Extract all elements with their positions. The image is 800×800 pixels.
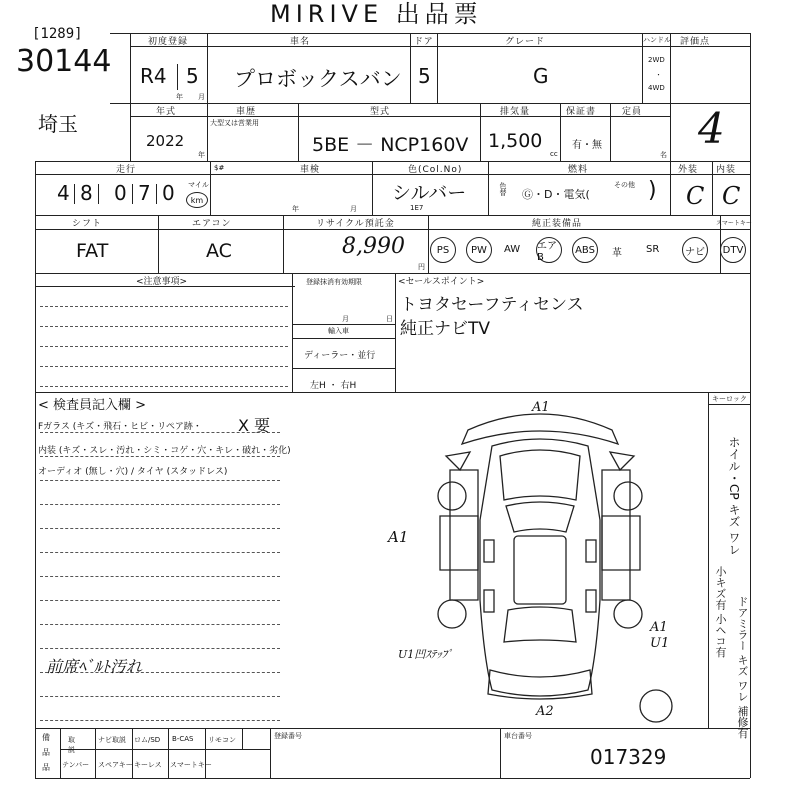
warranty-value: 有・無 (572, 140, 602, 151)
label-grade: グレード (505, 37, 546, 47)
model-code-value: 5BE － NCP160V (312, 134, 469, 156)
month-unit-4: 月 (342, 315, 349, 323)
mileage-digit: 0 (162, 181, 175, 205)
label-import: 輸入車 (328, 327, 349, 335)
label-mileage: 走行 (116, 165, 137, 175)
wd-dot: ・ (655, 71, 662, 79)
wd4-label: 4WD (648, 84, 665, 92)
sale-point-1: トヨタセーフティセンス (400, 295, 584, 315)
label-evaluation: 評価点 (680, 37, 711, 47)
color-value: シルバー (392, 182, 467, 204)
side-note-3: ドアミラー キズ ワレ 補修有 (736, 596, 749, 739)
color-change-label: 色替 (499, 182, 507, 196)
mark-right-2: U1 (650, 636, 670, 651)
transmission-value: FAT (76, 240, 109, 262)
label-sharp: $# (214, 164, 225, 172)
glass-required: X 要 (238, 416, 271, 435)
label-model: 型式 (370, 107, 391, 117)
doors-value: 5 (418, 64, 431, 88)
inspector-note-interior: 内装 (キズ・スレ・汚れ・シミ・コゲ・穴・キレ・破れ・劣化) (38, 446, 291, 456)
month-value: 5 (186, 64, 199, 88)
year-unit-2: 年 (198, 151, 205, 159)
sale-point-2: 純正ナビTV (400, 319, 491, 339)
label-sale-points: <セールスポイント> (398, 277, 485, 287)
equipment-item: エアB (536, 237, 562, 263)
model-year-value: 2022 (146, 132, 185, 150)
label-first-reg: 初度登録 (148, 37, 189, 47)
mark-top: A1 (532, 400, 550, 415)
serial-number: 017329 (590, 745, 667, 769)
label-fuel: 燃料 (568, 165, 589, 175)
label-vehicle-id: 車歴 (236, 107, 257, 117)
label-interior: 内装 (716, 165, 737, 175)
mark-rear-left: U1凹ｽﾃｯﾌﾟ (398, 648, 453, 661)
miles-label: マイル (188, 181, 209, 189)
label-shift: シフト (72, 219, 103, 229)
label-exterior: 外装 (678, 165, 699, 175)
equipment-item: PW (466, 237, 492, 263)
label-inspector: < 検査員記入欄 > (38, 398, 147, 413)
month-unit-3: 月 (350, 205, 357, 213)
color-number: 1E7 (410, 204, 424, 212)
displacement-value: 1,500 (488, 130, 543, 152)
equipment-item: 革 (612, 248, 622, 259)
label-capacity: 定員 (622, 107, 643, 117)
equipment-item: AW (504, 244, 521, 255)
page-title: MIRIVE 出品票 (270, 0, 483, 28)
label-keylock: キーロック (712, 395, 747, 403)
side-note-2: 小キズ有 小ヘコ有 (714, 566, 727, 658)
yen-unit: 円 (418, 263, 425, 271)
equipment-item: PS (430, 237, 456, 263)
mark-bottom: A2 (536, 704, 554, 719)
km-circled: km (186, 192, 208, 208)
equipment-item: DTV (720, 237, 746, 263)
year-unit-3: 年 (292, 205, 299, 213)
mark-left: A1 (388, 528, 409, 546)
capacity-unit: 名 (660, 151, 667, 159)
equipment-item: SR (646, 244, 660, 255)
mileage-digit: 8 (80, 181, 93, 205)
side-note-1: ホイル・CP キズ ワレ (727, 436, 741, 556)
cc-unit: cc (550, 150, 558, 158)
label-serial: 車台番号 (504, 732, 532, 740)
fuel-paren-close: ) (648, 178, 657, 203)
label-vehicle-id-sub: 大型又は営業用 (210, 119, 259, 127)
sheet-ref: [1289] (32, 26, 83, 42)
import-dealer: ディーラー・並行 (304, 351, 376, 361)
inspector-note-glass: Fガラス (キズ・飛石・ヒビ・リペア跡・ (38, 422, 202, 432)
interior-grade: C (722, 182, 741, 210)
handwritten-note: 前席ﾍﾞﾙﾄ汚れ (46, 657, 143, 676)
import-hand: 左H ・ 右H (310, 381, 357, 391)
label-recycle: リサイクル預託金 (316, 219, 395, 229)
label-reg-number: 登録番号 (274, 732, 302, 740)
label-inspection: 車検 (300, 165, 321, 175)
label-displacement: 排気量 (500, 107, 531, 117)
label-color: 色(Col.No) (408, 165, 463, 175)
equipment-item: ABS (572, 237, 598, 263)
label-model-year: 年式 (156, 107, 177, 117)
fuel-types: Ⓖ・D・電気( (522, 188, 590, 201)
footer-left-label: 備 品 品 (42, 733, 50, 772)
month-unit: 月 (198, 93, 205, 101)
label-aircon: エアコン (192, 219, 232, 229)
wd2-label: 2WD (648, 56, 665, 64)
mileage-digit: 0 (114, 181, 127, 205)
mark-right-1: A1 (650, 620, 668, 635)
label-warranty: 保証書 (566, 107, 597, 117)
mileage-digit: 4 (57, 181, 70, 205)
label-car-name: 車名 (290, 37, 311, 47)
exterior-grade: C (686, 182, 705, 210)
label-steering: ハンドル (643, 36, 671, 44)
grade-value: G (533, 64, 549, 88)
lot-number: 30144 (16, 44, 112, 79)
label-notes: <注意事項> (136, 277, 188, 287)
fuel-other-label: その他 (614, 181, 635, 189)
label-doors: ドア (414, 37, 434, 47)
label-smart-key: スマートキー (716, 220, 752, 227)
mileage-digit: 7 (138, 181, 151, 205)
label-genuine-equipment: 純正装備品 (532, 219, 583, 229)
label-dereg-deadline: 登録抹消有効期限 (306, 278, 362, 286)
era-value: R4 (140, 64, 167, 88)
car-name-value: プロボックスバン (234, 67, 402, 91)
year-unit: 年 (176, 93, 183, 101)
day-unit: 日 (386, 315, 393, 323)
recycle-fee-value: 8,990 (342, 234, 405, 259)
equipment-item: ナビ (682, 237, 708, 263)
prefecture: 埼玉 (38, 112, 78, 136)
aircon-value: AC (206, 240, 232, 262)
evaluation-score: 4 (698, 104, 725, 153)
inspector-note-audio: オーディオ (無し・穴) / タイヤ (スタッドレス) (38, 467, 228, 477)
